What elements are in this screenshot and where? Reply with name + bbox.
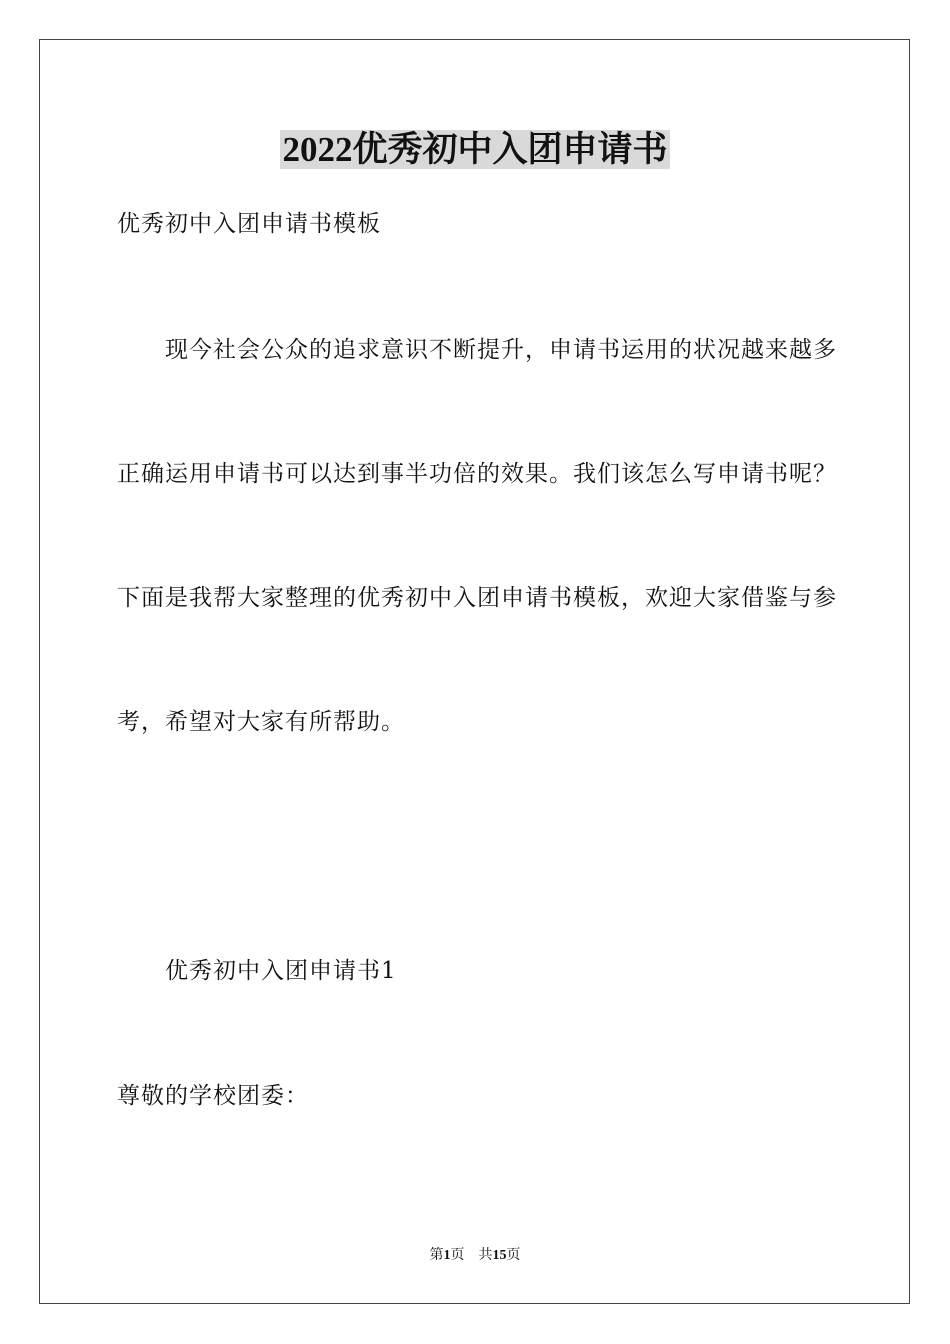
footer-page-current: 1 <box>443 1248 451 1263</box>
footer-page-prefix: 第 <box>429 1248 444 1263</box>
footer-total-prefix: 共 <box>478 1248 493 1263</box>
document-title-text: 2022优秀初中入团申请书 <box>282 130 668 169</box>
document-subtitle: 优秀初中入团申请书模板 <box>117 211 381 237</box>
document-title <box>0 126 950 174</box>
section-heading: 优秀初中入团申请书1 <box>165 958 397 984</box>
footer-page-mid: 页 <box>450 1248 465 1263</box>
intro-line-2: 正确运用申请书可以达到事半功倍的效果。我们该怎么写申请书呢？ <box>117 461 837 487</box>
footer-total-suffix: 页 <box>506 1248 521 1263</box>
salutation: 尊敬的学校团委： <box>117 1083 309 1109</box>
intro-line-4: 考，希望对大家有所帮助。 <box>117 709 405 735</box>
footer-page-total: 15 <box>492 1248 507 1263</box>
intro-line-3: 下面是我帮大家整理的优秀初中入团申请书模板，欢迎大家借鉴与参 <box>117 585 837 611</box>
intro-line-1: 现今社会公众的追求意识不断提升，申请书运用的状况越来越多 <box>165 337 837 363</box>
page-footer <box>0 1247 950 1265</box>
